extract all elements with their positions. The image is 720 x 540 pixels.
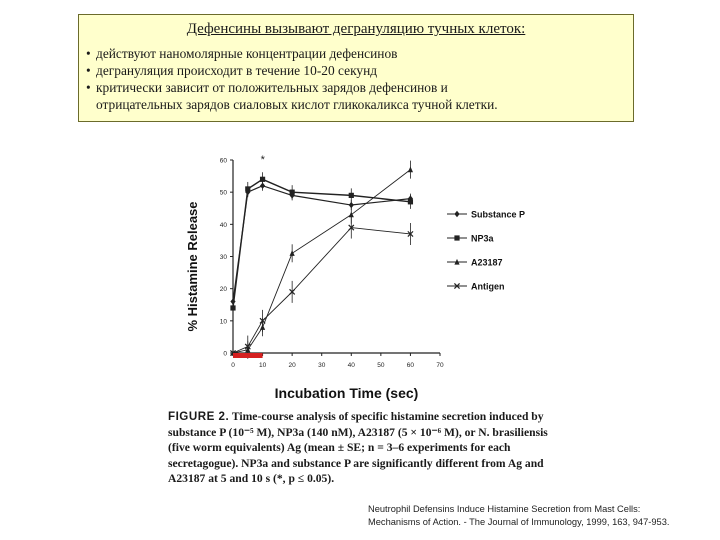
legend-label: Antigen: [471, 281, 505, 292]
y-tick-label: 30: [219, 254, 227, 261]
data-point: [454, 211, 459, 217]
data-point: [454, 235, 459, 240]
data-point: [408, 199, 413, 204]
y-tick-label: 20: [219, 286, 227, 294]
x-tick-label: 10: [258, 362, 267, 369]
figure-label: FIGURE 2.: [168, 410, 230, 423]
caption-text: Time-course analysis of specific histamine secretion induced by substance P (10⁻⁵ M), NP3a (140 nM), A23187 (5 × 10⁻⁶ M), or N. brasiliensis (five worm equivalents) Ag (mean ± SE; n = 3–6 experiments for each secretagogue). NP3a and substance P are significantly different from Ag and A23187 at 5 and 10 s (*, p ≤ 0.05).: [168, 410, 548, 485]
series-np3a: [230, 172, 413, 310]
legend-entry: [447, 234, 495, 244]
x-tick-label: 60: [406, 362, 415, 369]
y-tick-label: 60: [219, 157, 227, 165]
bullet-item: • критически зависит от положительных зарядов дефенсинов и: [86, 80, 448, 95]
y-axis-label: % Histamine Release: [185, 201, 200, 332]
bullet-item-continued: отрицательных зарядов сиаловых кислот гликокаликса тучной клетки.: [96, 97, 498, 112]
series-line: [233, 228, 410, 353]
source-citation: [368, 503, 713, 529]
bullet-item: • дегрануляция происходит в течение 10-20 секунд: [86, 63, 378, 78]
legend-label: NP3a: [471, 233, 494, 244]
series-line: [233, 179, 410, 308]
y-tick-label: 50: [219, 189, 227, 197]
y-tick-label: 40: [219, 221, 227, 229]
legend-label: Substance P: [471, 209, 526, 220]
x-tick-label: 40: [347, 362, 355, 369]
data-point: [230, 305, 235, 310]
legend-entry: [447, 282, 505, 292]
data-point: [408, 167, 413, 173]
source-line-1: Neutrophil Defensins Induce Histamine Secretion from Mast Cells:: [368, 504, 641, 514]
time-window-highlight: [233, 353, 263, 358]
data-point: [349, 212, 354, 218]
significance-asterisk: *: [260, 154, 265, 167]
legend-label: A23187: [471, 257, 503, 268]
legend-entry: [447, 210, 525, 220]
series-line: [233, 186, 410, 302]
data-point: [245, 186, 250, 191]
legend: [447, 210, 525, 292]
data-point: [349, 193, 354, 198]
header-title: Дефенсины вызывают дегрануляцию тучных клеток:: [186, 21, 526, 37]
x-tick-label: 0: [231, 362, 235, 369]
data-point: [290, 190, 295, 195]
x-axis-label: Incubation Time (sec): [274, 385, 419, 401]
x-tick-label: 70: [436, 362, 444, 369]
legend-entry: [447, 258, 503, 268]
figure-caption: [168, 409, 560, 487]
x-tick-label: 20: [288, 362, 296, 369]
y-tick-label: 10: [219, 318, 227, 326]
y-tick-label: 0: [223, 350, 227, 358]
source-line-2: Mechanisms of Action. - The Journal of Immunology, 1999, 163, 947-953.: [368, 517, 670, 527]
series-antigen: [230, 217, 413, 358]
x-tick-label: 30: [318, 362, 326, 369]
data-point: [290, 250, 295, 256]
data-point: [260, 177, 265, 182]
x-tick-label: 50: [377, 362, 385, 369]
bullet-item: • действуют наномолярные концентрации дефенсинов: [86, 46, 398, 61]
